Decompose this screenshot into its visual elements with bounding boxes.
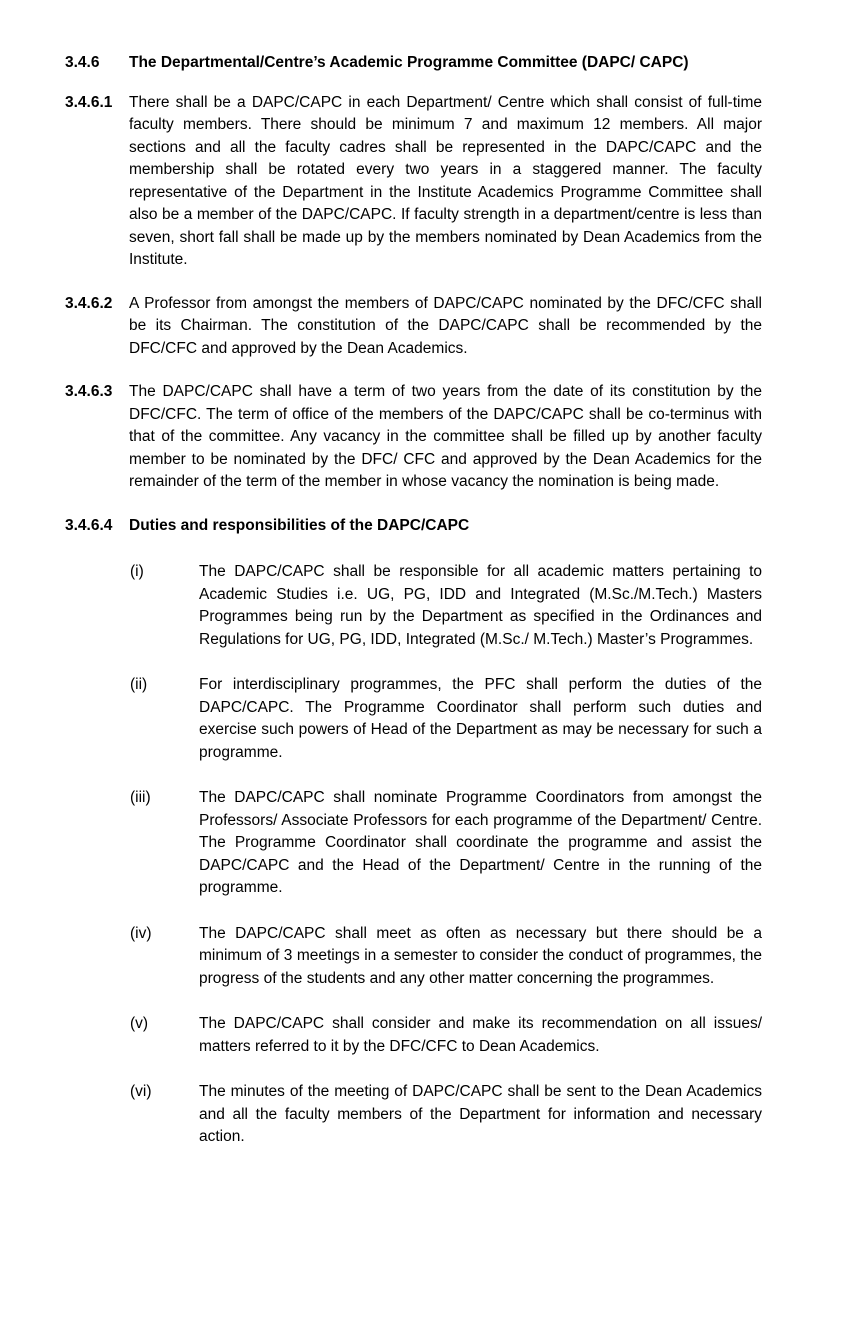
clause-3-4-6-3 bbox=[65, 381, 762, 494]
duty-item-iv bbox=[130, 923, 762, 991]
duty-text: The DAPC/CAPC shall be responsible for all academic matters pertaining to Academic Studies i.e. UG, PG, IDD and Integrated (M.Sc./M.Tech.) Masters Programmes being run by the Department as specified in the Ordinances and Regulations for UG, PG, IDD, Integrated (M.Sc./ M.Tech.) Master’s Programmes. bbox=[199, 563, 762, 648]
duty-text: For interdisciplinary programmes, the PFC shall perform the duties of the DAPC/CAPC. The Programme Coordinator shall perform such duties and exercise such powers of Head of the Department as may be necessary for such a programme. bbox=[199, 676, 762, 761]
duty-text: The DAPC/CAPC shall meet as often as necessary but there should be a minimum of 3 meetings in a semester to consider the conduct of programmes, the progress of the students and any other matter concerning the programmes. bbox=[199, 924, 762, 987]
clause-3-4-6-2 bbox=[65, 293, 762, 361]
duty-item-v bbox=[130, 1013, 762, 1058]
subsection-title: Duties and responsibilities of the DAPC/CAPC bbox=[129, 516, 470, 534]
subsection-heading bbox=[65, 515, 762, 538]
clause-text: There shall be a DAPC/CAPC in each Department/ Centre which shall consist of full-time faculty members. There should be minimum 7 and maximum 12 members. All major sections and all the faculty cadres shall be represented in the DAPC/CAPC and the membership shall be rotated every two years in a staggered manner. The faculty representative of the Department in the Institute Academics Programme Committee shall also be a member of the DAPC/CAPC. If faculty strength in a department/centre is less than seven, short fall shall be made up by the members nominated by Dean Academics from the Institute. bbox=[129, 93, 762, 268]
section-title: The Departmental/Centre’s Academic Programme Committee (DAPC/ CAPC) bbox=[129, 54, 689, 71]
duty-marker: (iii) bbox=[130, 789, 151, 806]
duty-item-iii bbox=[130, 787, 762, 900]
duty-item-ii bbox=[130, 674, 762, 764]
duties-list bbox=[130, 561, 762, 1149]
clause-3-4-6-1 bbox=[65, 92, 762, 272]
duty-marker: (iv) bbox=[130, 924, 152, 942]
duty-text: The DAPC/CAPC shall consider and make its recommendation on all issues/ matters referred to it by the DFC/CFC to Dean Academics. bbox=[199, 1015, 762, 1055]
duty-marker: (vi) bbox=[130, 1083, 152, 1100]
clause-number: 3.4.6.3 bbox=[65, 383, 113, 400]
duty-item-vi bbox=[130, 1081, 762, 1149]
section-number: 3.4.6 bbox=[65, 54, 100, 71]
section-heading bbox=[65, 52, 762, 75]
duty-text: The DAPC/CAPC shall nominate Programme Coordinators from amongst the Professors/ Associate Professors for each programme of the Department/ Centre. The Programme Coordinator shall coordinate the programme and assist the DAPC/CAPC and the Head of the Department/ Centre in the running of the programme. bbox=[199, 789, 762, 896]
duty-marker: (i) bbox=[130, 563, 144, 580]
clause-text: A Professor from amongst the members of DAPC/CAPC nominated by the DFC/CFC shall be its Chairman. The constitution of the DAPC/CAPC shall be recommended by the DFC/CFC and approved by the Dean Academics. bbox=[129, 294, 762, 357]
clause-number: 3.4.6.1 bbox=[65, 93, 113, 111]
duty-text: The minutes of the meeting of DAPC/CAPC shall be sent to the Dean Academics and all the faculty members of the Department for information and necessary action. bbox=[199, 1083, 762, 1145]
duty-item-i bbox=[130, 561, 762, 651]
clause-text: The DAPC/CAPC shall have a term of two years from the date of its constitution by the DFC/CFC. The term of office of the members of the DAPC/CAPC shall be co-terminus with that of the committee. Any vacancy in the committee shall be filled up by another faculty member to be nominated by the DFC/ CFC and approved by the Dean Academics for the remainder of the term of the member in whose vacancy the nomination is being made. bbox=[129, 383, 762, 490]
subsection-number: 3.4.6.4 bbox=[65, 516, 113, 534]
duty-marker: (ii) bbox=[130, 676, 148, 693]
duty-marker: (v) bbox=[130, 1015, 149, 1032]
clause-number: 3.4.6.2 bbox=[65, 294, 113, 312]
